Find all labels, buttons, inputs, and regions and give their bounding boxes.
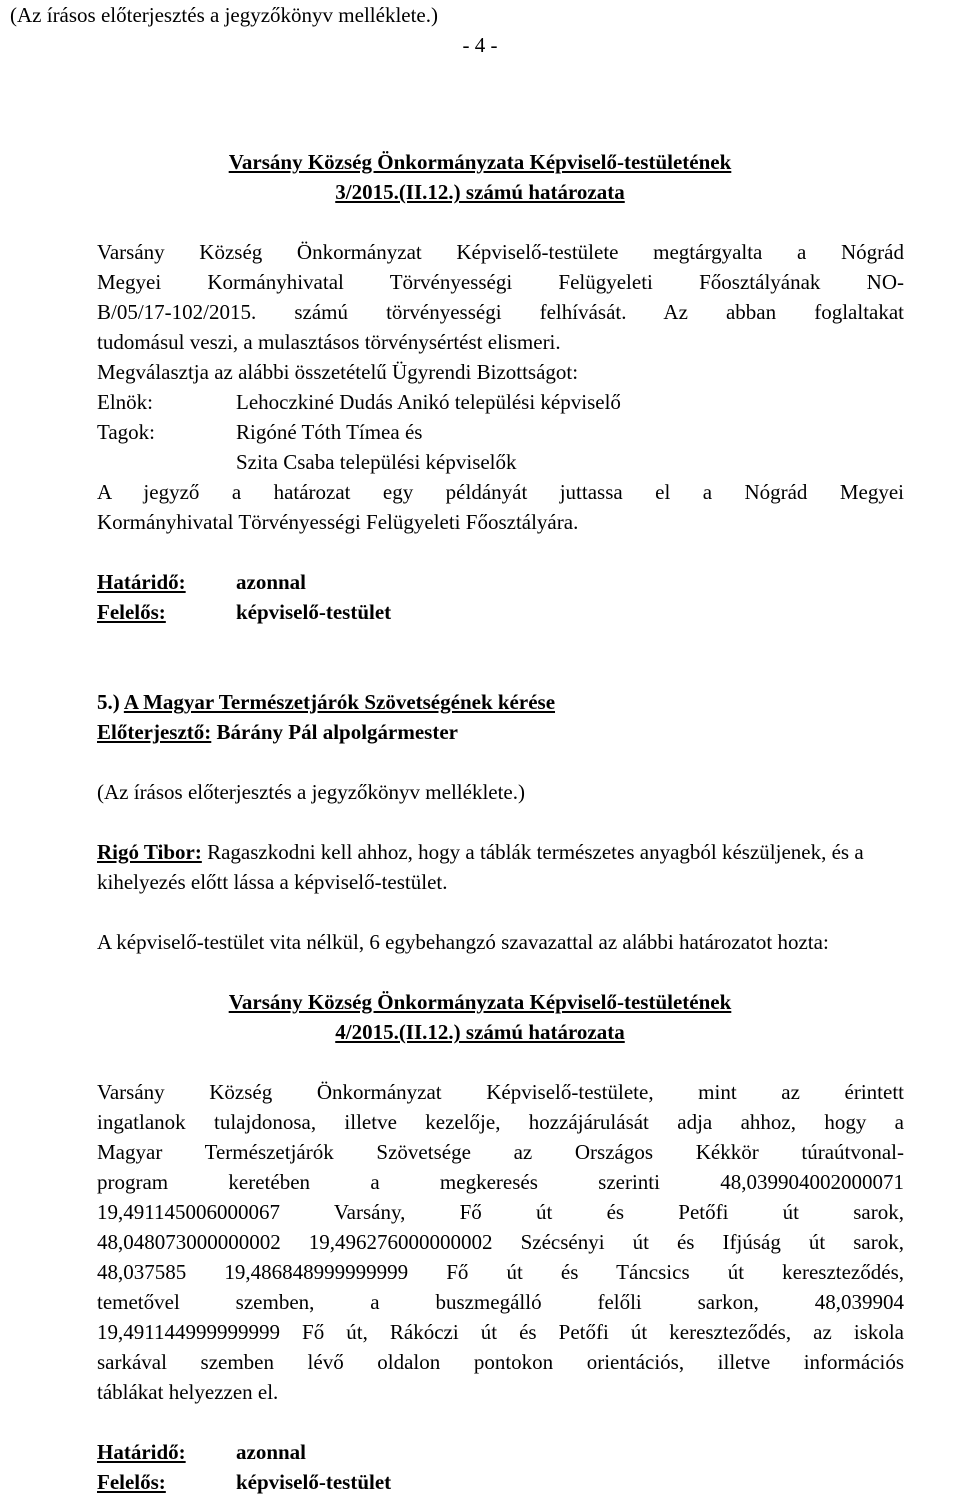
responsible-label-2: Felelős:: [97, 1470, 166, 1494]
resolution-4-body-line: Varsány Község Önkormányzat Képviselő-testülete, mint az érintett: [97, 1080, 904, 1104]
resolution-3-body-line: tudomásul veszi, a mulasztásos törvénysértést elismeri.: [97, 330, 561, 354]
chair-label: Elnök:: [97, 390, 153, 414]
resolution-4-body-line: Magyar Természetjárók Szövetsége az Országos Kékkör túraútvonal-: [97, 1140, 904, 1164]
member-2: Szita Csaba települési képviselők: [236, 450, 517, 474]
deadline-value-2: azonnal: [236, 1440, 307, 1464]
agenda-item-5-heading: [97, 687, 555, 717]
agenda-item-title: A Magyar Természetjárók Szövetségének kérése: [123, 690, 556, 714]
responsible-value-2: képviselő-testület: [236, 1470, 392, 1494]
resolution-4-body-line: 48,037585 19,486848999999999 Fő út és Táncsics út kereszteződés,: [97, 1260, 904, 1284]
responsible-value: képviselő-testület: [236, 600, 392, 624]
resolution-3-number: 3/2015.(II.12.) számú határozata: [335, 180, 625, 204]
attachment-note-item-5: (Az írásos előterjesztés a jegyzőkönyv melléklete.): [97, 780, 525, 804]
notary-line: Kormányhivatal Törvényességi Felügyeleti Főosztályára.: [97, 510, 579, 534]
agenda-item-number: 5.): [97, 690, 120, 714]
chair-value: Lehoczkiné Dudás Anikó települési képviselő: [236, 390, 621, 414]
resolution-4-body-line: program keretében a megkeresés szerinti 48,039904002000071: [97, 1170, 904, 1194]
resolution-3-body-line: Varsány Község Önkormányzat Képviselő-testülete megtárgyalta a Nógrád: [97, 240, 904, 264]
vote-text: A képviselő-testület vita nélkül, 6 egybehangzó szavazattal az alábbi határozatot hozta:: [97, 930, 829, 954]
resolution-4-body-line: táblákat helyezzen el.: [97, 1380, 279, 1404]
deadline-label: Határidő:: [97, 570, 186, 594]
notary-line: A jegyző a határozat egy példányát juttassa el a Nógrád Megyei: [97, 480, 904, 504]
presenter-line: [97, 717, 458, 747]
speech-text-continued: kihelyezés előtt lássa a képviselő-testület.: [97, 870, 448, 894]
resolution-3-body-line: Megválasztja az alábbi összetételű Ügyrendi Bizottságot:: [97, 360, 579, 384]
member-1: Rigóné Tóth Tímea és: [236, 420, 423, 444]
attachment-note: (Az írásos előterjesztés a jegyzőkönyv melléklete.): [10, 3, 438, 27]
resolution-4-title: Varsány Község Önkormányzata Képviselő-testületének: [228, 990, 732, 1014]
presenter-label: Előterjesztő:: [97, 720, 212, 744]
resolution-4-body-line: temetővel szemben, a buszmegálló felőli sarkon, 48,039904: [97, 1290, 904, 1314]
deadline-label-2: Határidő:: [97, 1440, 186, 1464]
resolution-4-body-line: sarkával szemben lévő oldalon pontokon orientációs, illetve információs: [97, 1350, 904, 1374]
members-label: Tagok:: [97, 420, 156, 444]
resolution-4-body-line: ingatlanok tulajdonosa, illetve kezelője, hozzájárulását adja ahhoz, hogy a: [97, 1110, 904, 1134]
speaker-line: [97, 837, 957, 867]
speaker-name: Rigó Tibor:: [97, 840, 202, 864]
resolution-4-body-line: 19,491145006000067 Varsány, Fő út és Petőfi út sarok,: [97, 1200, 904, 1224]
presenter-value: Bárány Pál alpolgármester: [216, 720, 458, 744]
resolution-4-body-line: 48,048073000000002 19,496276000000002 Szécsényi út és Ifjúság út sarok,: [97, 1230, 904, 1254]
responsible-label: Felelős:: [97, 600, 166, 624]
deadline-value: azonnal: [236, 570, 307, 594]
resolution-3-body-line: B/05/17-102/2015. számú törvényességi felhívását. Az abban foglaltakat: [97, 300, 904, 324]
resolution-4-body-line: 19,491144999999999 Fő út, Rákóczi út és Petőfi út kereszteződés, az iskola: [97, 1320, 904, 1344]
speech-text: Ragaszkodni kell ahhoz, hogy a táblák természetes anyagból készüljenek, és a: [207, 840, 864, 864]
resolution-4-number: 4/2015.(II.12.) számú határozata: [335, 1020, 625, 1044]
resolution-3-title: Varsány Község Önkormányzata Képviselő-testületének: [228, 150, 732, 174]
resolution-3-body-line: Megyei Kormányhivatal Törvényességi Felügyeleti Főosztályának NO-: [97, 270, 904, 294]
page-number: - 4 -: [462, 33, 498, 57]
